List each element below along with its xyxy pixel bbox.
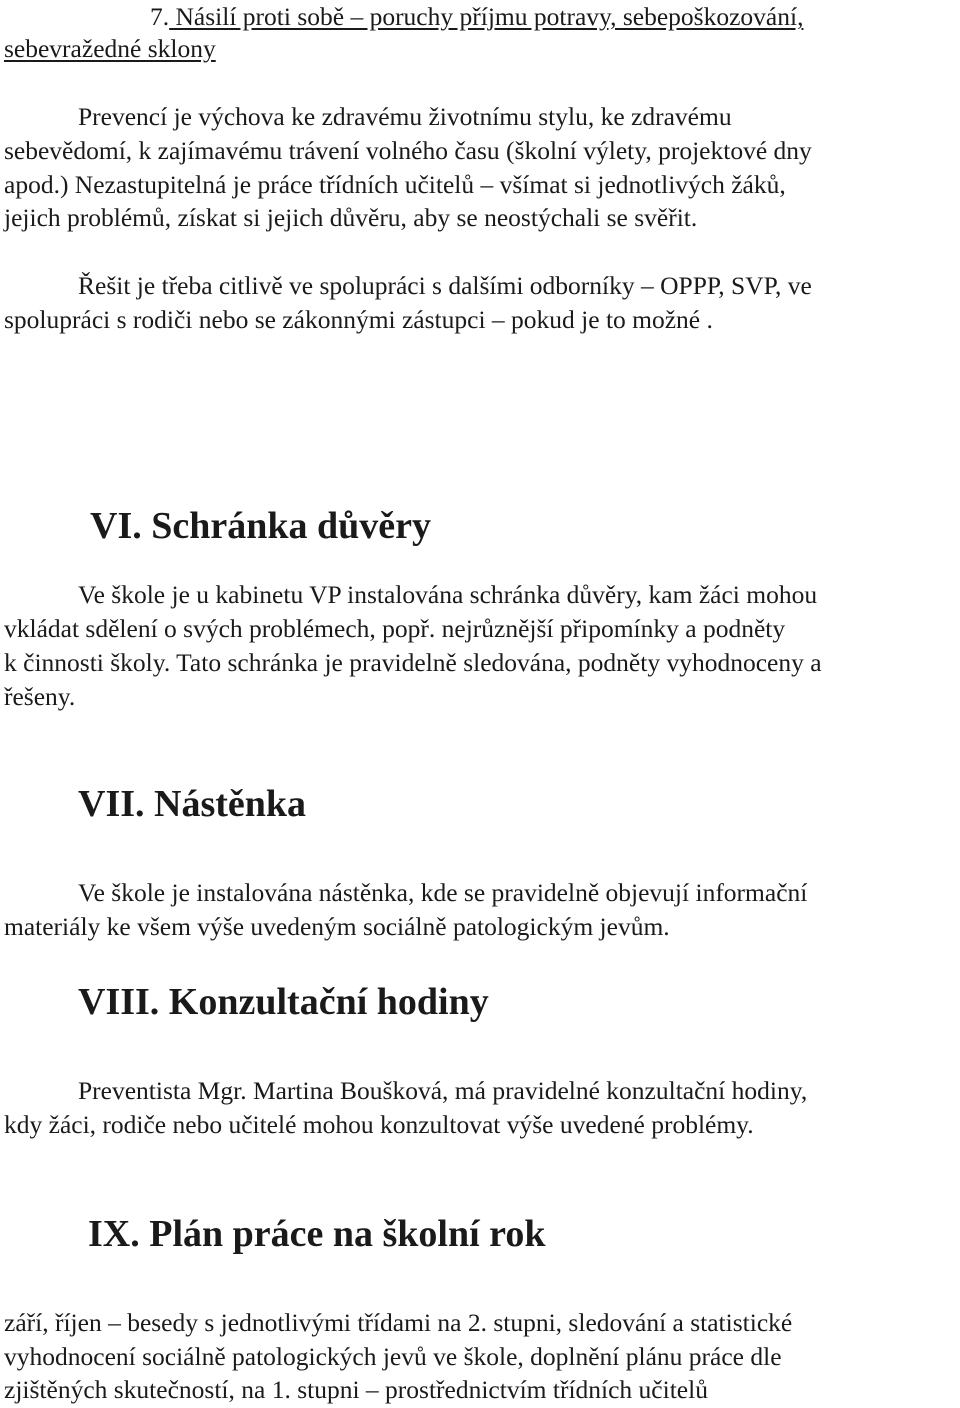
section-9-heading: IX. Plán práce na školní rok — [88, 1213, 546, 1255]
section-6-heading: VI. Schránka důvěry — [90, 505, 431, 547]
section-8-line-2: kdy žáci, rodiče nebo učitelé mohou konzultovat výše uvedené problémy. — [4, 1110, 754, 1139]
section-8-heading: VIII. Konzultační hodiny — [78, 981, 489, 1023]
solution-line-2: spolupráci s rodiči nebo se zákonnými zástupci – pokud je to možné . — [4, 305, 713, 334]
item-7-title — [150, 0, 803, 34]
section-6-line-4: řešeny. — [4, 682, 76, 711]
prevention-line-2: sebevědomí, k zajímavému trávení volného času (školní výlety, projektové dny — [4, 136, 812, 165]
item-7-title-continued: sebevražedné sklony — [4, 34, 216, 63]
prevention-line-4: jejich problémů, získat si jejich důvěru, aby se neostýchali se svěřit. — [4, 203, 698, 232]
section-9-line-2: vyhodnocení sociálně patologických jevů ve škole, doplnění plánu práce dle — [4, 1342, 782, 1371]
section-7-line-2: materiály ke všem výše uvedeným sociálně patologickým jevům. — [4, 912, 670, 941]
section-6-line-1: Ve škole je u kabinetu VP instalována schránka důvěry, kam žáci mohou — [78, 580, 818, 609]
solution-line-1: Řešit je třeba citlivě ve spolupráci s dalšími odborníky – OPPP, SVP, ve — [78, 271, 812, 300]
prevention-line-3: apod.) Nezastupitelná je práce třídních učitelů – všímat si jednotlivých žáků, — [4, 170, 786, 199]
section-9-line-3: zjištěných skutečností, na 1. stupni – prostřednictvím třídních učitelů — [4, 1375, 708, 1404]
section-7-line-1: Ve škole je instalována nástěnka, kde se pravidelně objevují informační — [78, 878, 808, 907]
section-6-line-2: vkládat sdělení o svých problémech, popř. nejrůznější připomínky a podněty — [4, 614, 786, 643]
section-8-line-1: Preventista Mgr. Martina Boušková, má pravidelné konzultační hodiny, — [78, 1076, 808, 1105]
item-7-number: 7. — [150, 2, 170, 31]
item-7-title-text: Násilí proti sobě – poruchy příjmu potravy, sebepoškozování, — [169, 2, 804, 31]
prevention-line-1: Prevencí je výchova ke zdravému životnímu stylu, ke zdravému — [78, 102, 732, 131]
section-7-heading: VII. Nástěnka — [78, 783, 307, 825]
section-9-line-1: září, říjen – besedy s jednotlivými třídami na 2. stupni, sledování a statistické — [4, 1308, 793, 1337]
section-6-line-3: k činnosti školy. Tato schránka je pravidelně sledována, podněty vyhodnoceny a — [4, 648, 822, 677]
